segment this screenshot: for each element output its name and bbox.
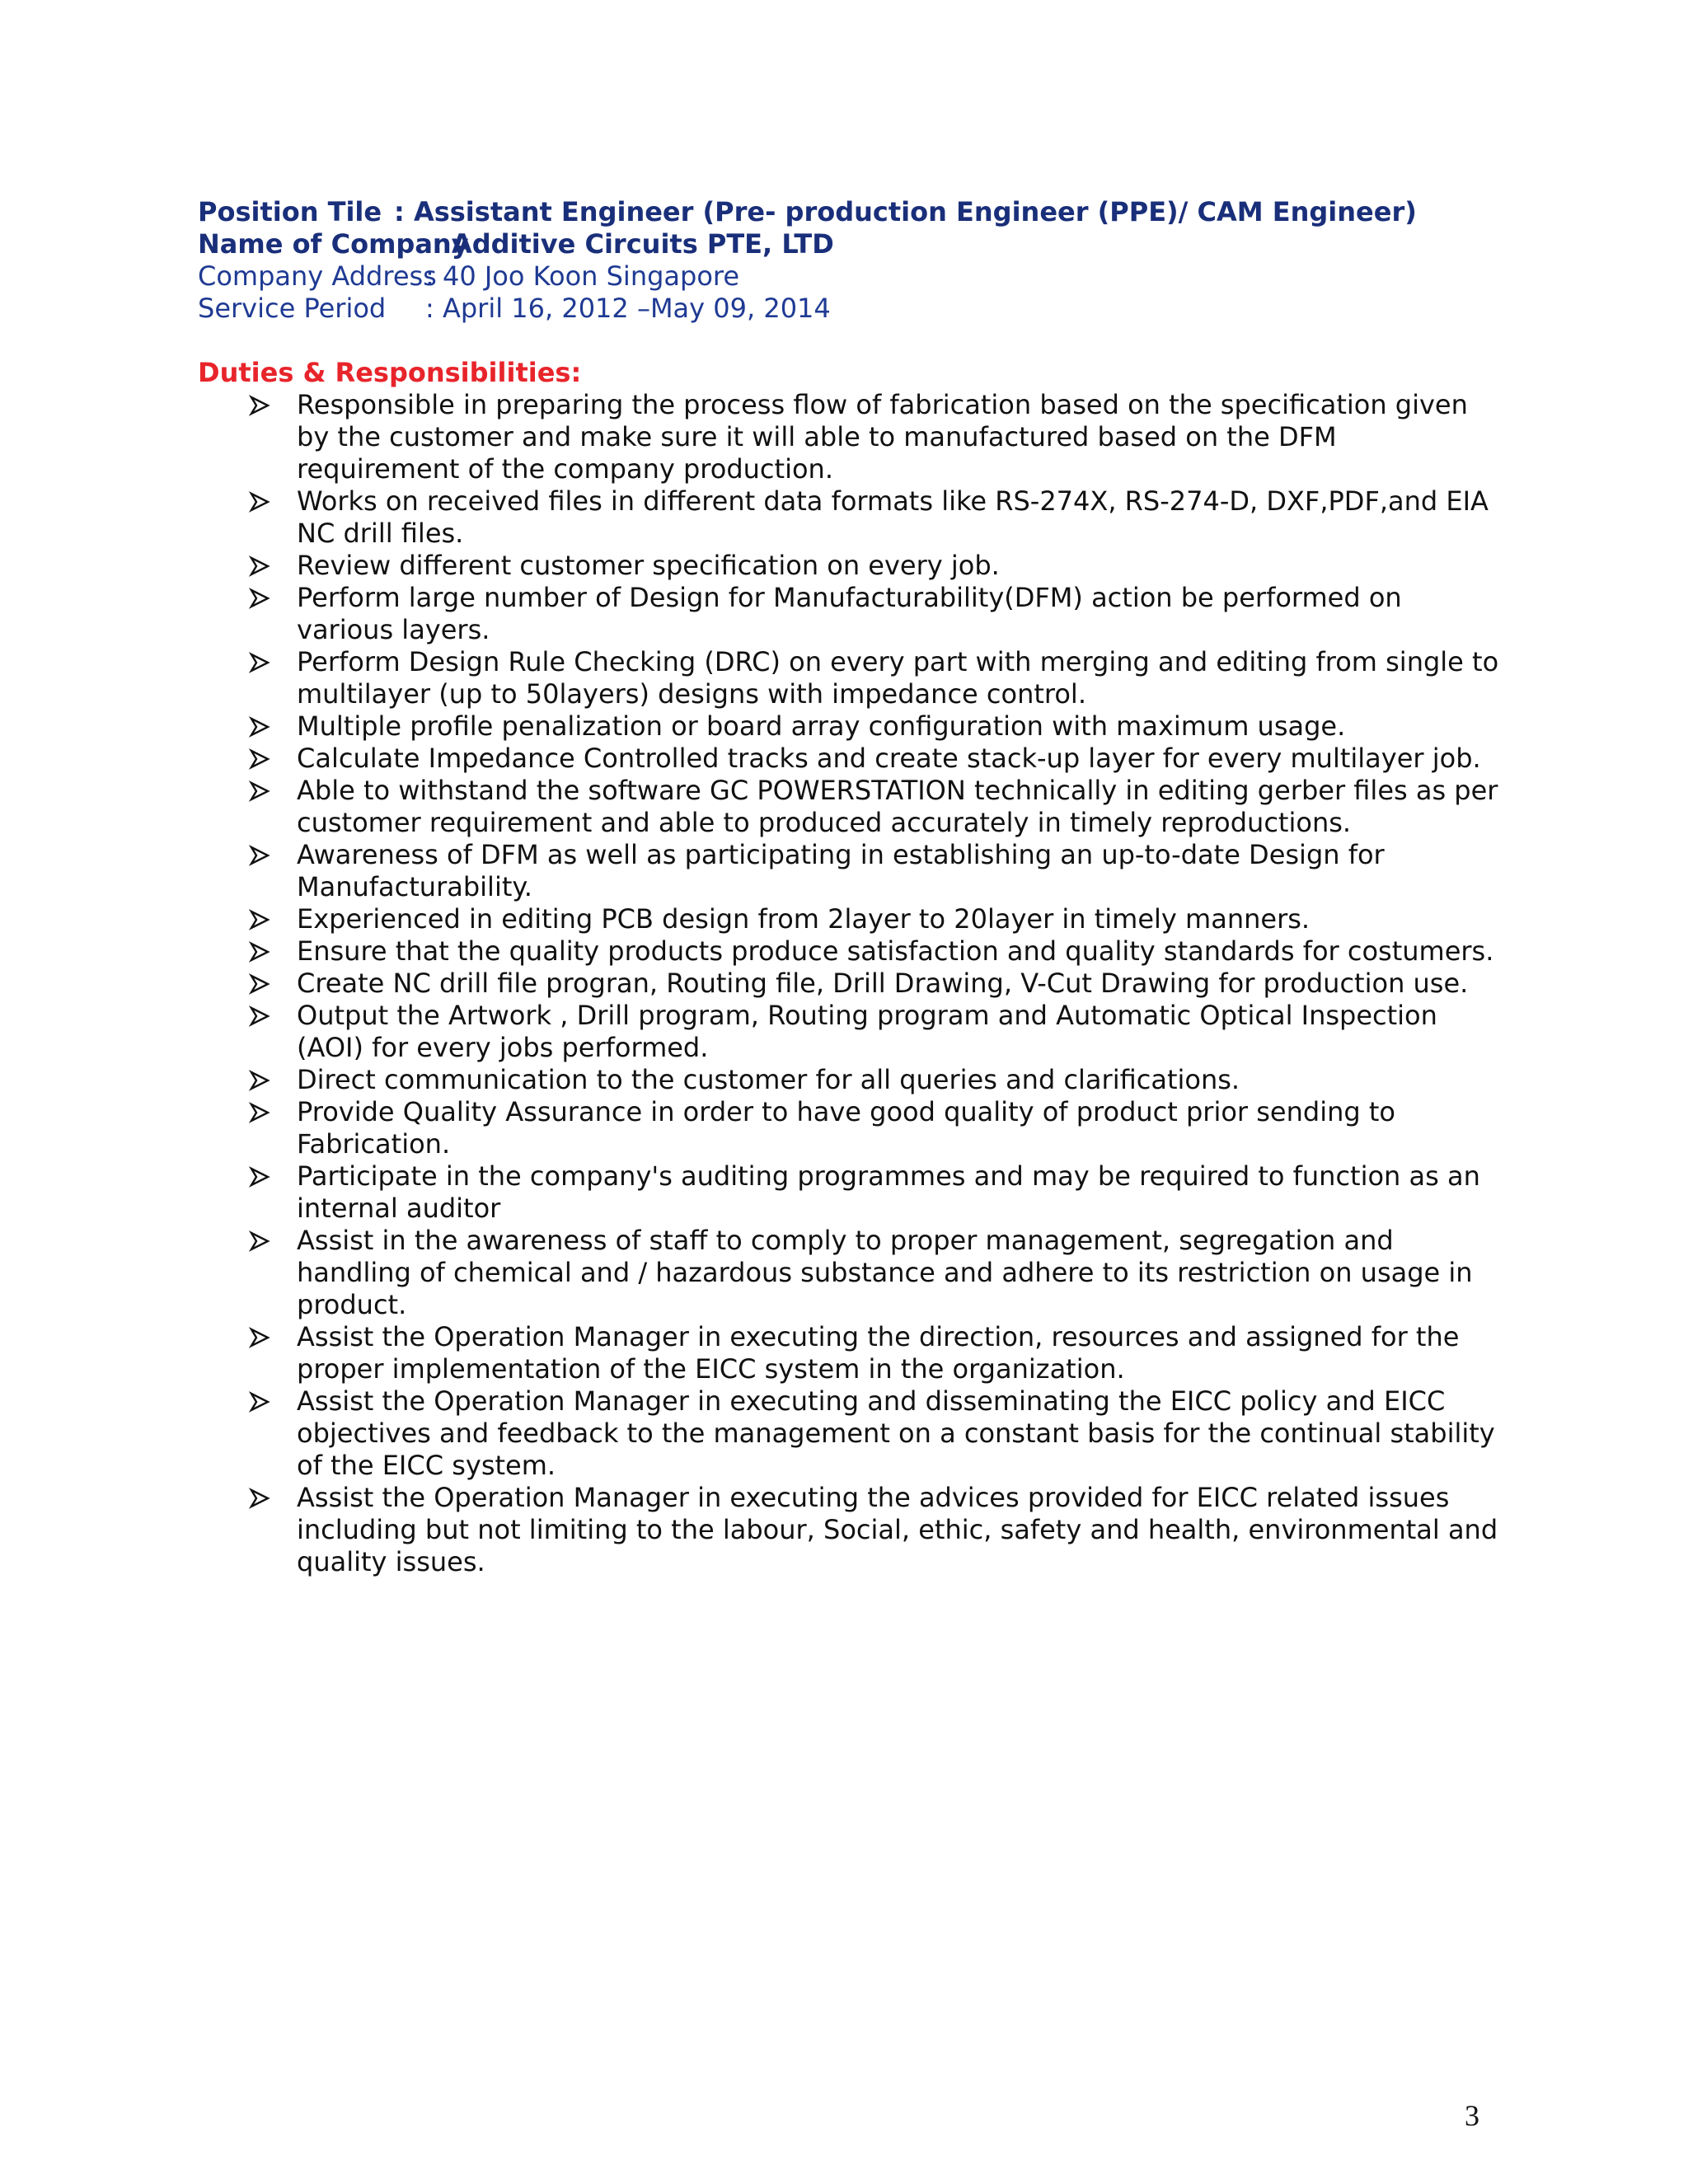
address-value: : 40 Joo Koon Singapore <box>425 260 740 292</box>
arrowhead-bullet-icon <box>247 485 272 518</box>
duty-text: Experienced in editing PCB design from 2layer to 20layer in timely manners. <box>297 903 1311 935</box>
period-value: : April 16, 2012 –May 09, 2014 <box>425 293 831 324</box>
arrowhead-bullet-icon <box>247 1064 272 1096</box>
arrowhead-bullet-icon <box>247 710 272 743</box>
duty-text: Participate in the company's auditing programmes and may be required to function as an internal auditor <box>297 1160 1480 1224</box>
arrowhead-bullet-icon <box>247 839 272 871</box>
list-item <box>247 1385 1500 1482</box>
list-item <box>247 1096 1500 1160</box>
company-label: Name of Company <box>198 228 469 260</box>
list-item <box>247 1482 1500 1578</box>
duty-text: Assist the Operation Manager in executing the direction, resources and assigned for the proper implementation of the EICC system in the organization. <box>297 1321 1460 1385</box>
duty-text: Able to withstand the software GC POWERSTATION technically in editing gerber files as per customer requirement and able to produced accurately in timely reproductions. <box>297 775 1498 838</box>
arrowhead-bullet-icon <box>247 1160 272 1193</box>
arrowhead-bullet-icon <box>247 1482 272 1514</box>
duty-text: Calculate Impedance Controlled tracks and create stack-up layer for every multilayer job. <box>297 743 1481 774</box>
page-number: 3 <box>1465 2099 1479 2132</box>
duty-text: Responsible in preparing the process flow of fabrication based on the specification given by the customer and make sure it will able to manufactured based on the DFM requirement of the company production. <box>297 389 1468 485</box>
list-item <box>247 1064 1500 1096</box>
arrowhead-bullet-icon <box>247 968 272 1000</box>
list-item <box>247 1160 1500 1225</box>
company-value: : Additive Circuits PTE, LTD <box>432 228 834 260</box>
list-item <box>247 389 1500 485</box>
duty-text: Assist the Operation Manager in executing and disseminating the EICC policy and EICC objectives and feedback to the management on a constant basis for the continual stability of the EICC system. <box>297 1385 1495 1481</box>
position-value: : Assistant Engineer (Pre- production Engineer (PPE)/ CAM Engineer) <box>394 196 1417 227</box>
arrowhead-bullet-icon <box>247 1385 272 1418</box>
arrowhead-bullet-icon <box>247 903 272 935</box>
company-line <box>198 228 1517 260</box>
duty-text: Direct communication to the customer for all queries and clarifications. <box>297 1064 1240 1095</box>
arrowhead-bullet-icon <box>247 646 272 678</box>
list-item <box>247 775 1500 839</box>
list-item <box>247 1000 1500 1064</box>
list-item <box>247 1225 1500 1321</box>
list-item <box>247 710 1500 743</box>
arrowhead-bullet-icon <box>247 1000 272 1032</box>
list-item <box>247 903 1500 935</box>
arrowhead-bullet-icon <box>247 1321 272 1353</box>
duty-text: Review different customer specification on every job. <box>297 550 1000 581</box>
position-label: Position Tile <box>198 196 382 227</box>
position-line <box>198 196 1517 228</box>
arrowhead-bullet-icon <box>247 1225 272 1257</box>
arrowhead-bullet-icon <box>247 743 272 775</box>
duty-text: Output the Artwork , Drill program, Routing program and Automatic Optical Inspection (AOI) for every jobs performed. <box>297 1000 1437 1063</box>
duty-text: Multiple profile penalization or board array configuration with maximum usage. <box>297 710 1346 742</box>
list-item <box>247 582 1500 646</box>
duty-text: Perform large number of Design for Manufacturability(DFM) action be performed on various layers. <box>297 582 1402 645</box>
list-item <box>247 743 1500 775</box>
list-item <box>247 550 1500 582</box>
arrowhead-bullet-icon <box>247 935 272 968</box>
duty-text: Ensure that the quality products produce satisfaction and quality standards for costumers. <box>297 935 1494 967</box>
list-item <box>247 1321 1500 1385</box>
arrowhead-bullet-icon <box>247 550 272 582</box>
duty-text: Create NC drill file progran, Routing file, Drill Drawing, V-Cut Drawing for production use. <box>297 968 1469 999</box>
arrowhead-bullet-icon <box>247 389 272 421</box>
duty-text: Assist the Operation Manager in executing the advices provided for EICC related issues including but not limiting to the labour, Social, ethic, safety and health, environmental and quality issues. <box>297 1482 1498 1577</box>
list-item <box>247 646 1500 710</box>
period-line <box>198 293 1517 325</box>
duties-heading: Duties & Responsibilities: <box>198 357 582 388</box>
duty-text: Assist in the awareness of staff to comply to proper management, segregation and handling of chemical and / hazardous substance and adhere to its restriction on usage in product. <box>297 1225 1473 1320</box>
list-item <box>247 935 1500 968</box>
arrowhead-bullet-icon <box>247 1096 272 1128</box>
address-line <box>198 260 1517 293</box>
period-label: Service Period <box>198 293 387 324</box>
arrowhead-bullet-icon <box>247 775 272 807</box>
job-header <box>198 196 1517 325</box>
list-item <box>247 839 1500 903</box>
duty-text: Awareness of DFM as well as participating in establishing an up-to-date Design for Manufacturability. <box>297 839 1385 902</box>
address-label: Company Address <box>198 260 437 292</box>
duties-list <box>247 389 1500 1578</box>
duty-text: Perform Design Rule Checking (DRC) on every part with merging and editing from single to multilayer (up to 50layers) designs with impedance control. <box>297 646 1499 710</box>
arrowhead-bullet-icon <box>247 582 272 614</box>
duty-text: Works on received files in different data formats like RS-274X, RS-274-D, DXF,PDF,and EIA NC drill files. <box>297 485 1489 549</box>
duty-text: Provide Quality Assurance in order to have good quality of product prior sending to Fabrication. <box>297 1096 1395 1160</box>
list-item <box>247 968 1500 1000</box>
list-item <box>247 485 1500 550</box>
